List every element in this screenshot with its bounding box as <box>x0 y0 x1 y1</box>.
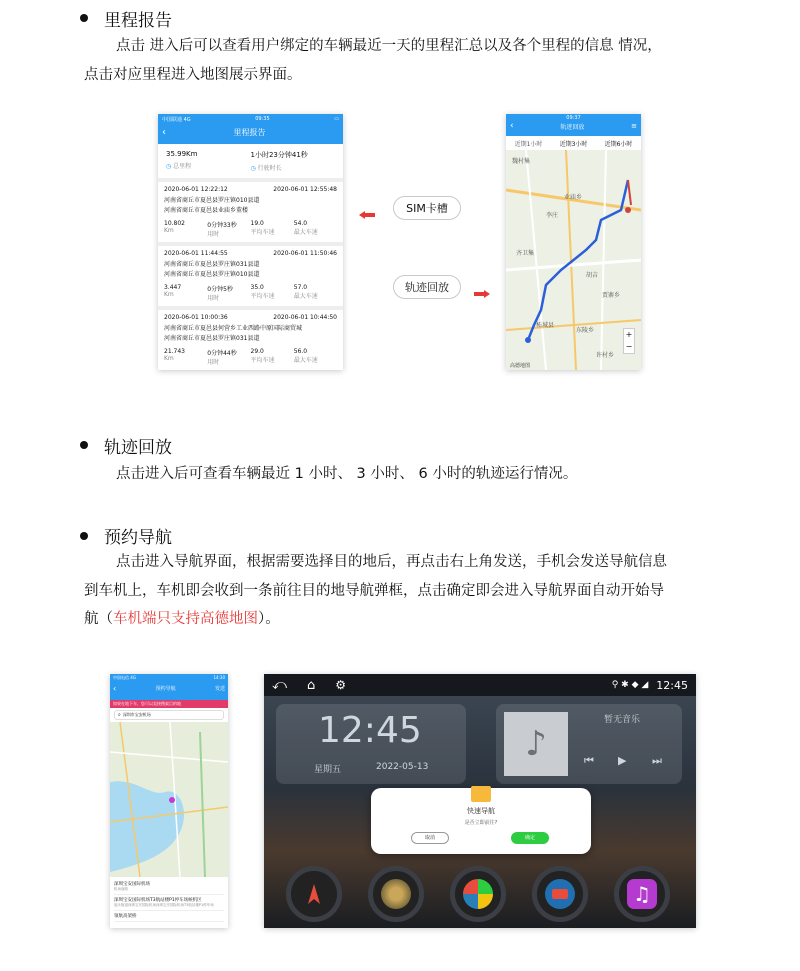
app-music-player[interactable] <box>368 866 424 922</box>
search-icon: ⌕ <box>118 712 121 718</box>
map-label: 业庙乡 <box>564 194 583 201</box>
trip-start-time: 2020-06-01 12:22:12 <box>164 186 228 193</box>
battery-icon: ▭ <box>334 116 339 122</box>
tab-3h[interactable]: 近期3小时 <box>559 140 588 148</box>
mileage-report-screenshot <box>158 114 343 370</box>
car-head-unit-screenshot <box>264 674 696 928</box>
send-button[interactable]: 发送 <box>214 686 225 692</box>
map[interactable] <box>506 150 641 370</box>
apps-icon <box>463 879 493 909</box>
map-label: 齐卫集 <box>516 250 535 257</box>
clock-icon: ◷ <box>250 165 256 172</box>
map-label: 许村乡 <box>596 352 615 359</box>
trip-duration-label: 用时 <box>207 231 220 238</box>
trip-duration-label: 用时 <box>207 295 220 302</box>
back-icon[interactable]: ‹ <box>113 684 117 693</box>
home-icon[interactable]: ⌂ <box>306 677 316 693</box>
trip-card[interactable] <box>158 310 343 370</box>
map-label: 东陵乡 <box>576 327 595 334</box>
status-time: 14:30 <box>213 675 225 680</box>
result-list <box>110 877 228 924</box>
zoom-out-button[interactable]: − <box>625 342 633 351</box>
trip-avg-speed: 35.0 <box>250 284 264 291</box>
music-note-icon: ♪ <box>525 724 547 764</box>
page-title: 预约导航 <box>155 686 176 692</box>
clock-widget[interactable] <box>276 704 466 784</box>
back-icon[interactable]: ⤺ <box>272 677 287 693</box>
bullet-icon <box>80 532 88 540</box>
page-title: 轨迹回放 <box>560 123 585 131</box>
trip-max-speed: 56.0 <box>293 348 308 355</box>
tab-6h[interactable]: 近期6小时 <box>604 140 633 148</box>
distance-icon: ◷ <box>166 163 172 170</box>
section-heading-nav: 预约导航 <box>104 528 172 548</box>
arrow-right-icon <box>474 283 490 291</box>
section-text: 点击进入导航界面，根据需要选择目的地后，再点击右上角发送，手机会发送导航信息 <box>116 554 667 570</box>
status-carrier: 中国联通 4G <box>162 117 191 123</box>
trip-start-time: 2020-06-01 11:44:55 <box>164 250 228 257</box>
section-heading-mileage: 里程报告 <box>104 11 172 31</box>
result-name: 领航高架桥 <box>114 914 137 919</box>
settings-icon[interactable]: ⚙ <box>335 678 346 692</box>
status-time: 09:37 <box>566 115 581 121</box>
trip-from: 河南省商丘市夏邑县罗庄镇010县道 <box>164 197 260 204</box>
highlight-text: 车机端只支持高德地图 <box>113 611 258 627</box>
search-input[interactable]: 深圳市宝安机场 <box>122 712 151 717</box>
result-item[interactable] <box>114 895 224 911</box>
trip-avg-speed: 29.0 <box>250 348 264 355</box>
result-address: 机场南路 <box>114 887 128 891</box>
page-title: 里程报告 <box>233 128 266 137</box>
trip-distance-unit: Km <box>164 355 174 362</box>
section-text: 点击进入后可查看车辆最近 1 小时、 3 小时、 6 小时的轨迹运行情况。 <box>116 466 578 482</box>
map-label: 贾寨乡 <box>602 292 621 299</box>
zoom-control <box>623 328 635 354</box>
section-heading-track: 轨迹回放 <box>104 438 172 458</box>
status-time: 09:35 <box>255 116 270 122</box>
map-logo: 高德地图 <box>510 363 531 369</box>
app-dock <box>264 858 696 928</box>
arrow-left-icon <box>359 204 375 212</box>
trip-end-time: 2020-06-01 11:50:46 <box>273 250 337 257</box>
summary-distance: 35.99Km <box>166 150 198 158</box>
app-music[interactable] <box>614 866 670 922</box>
summary-duration-label: 行驶时长 <box>257 165 282 172</box>
prev-button[interactable]: ⏮ <box>584 754 594 767</box>
trip-avg-speed-label: 平均车速 <box>250 293 275 300</box>
trip-to: 河南省商丘市夏邑县罗庄镇031县道 <box>164 335 260 342</box>
status-time: 12:45 <box>656 678 688 692</box>
dialog-title: 快速导航 <box>467 807 495 815</box>
trip-max-speed-label: 最大车速 <box>293 229 318 236</box>
play-button[interactable]: ▶ <box>618 754 627 767</box>
hint-banner: 如果在地下车，您可以直接搜索目的地 <box>110 700 228 708</box>
quick-nav-dialog <box>371 788 591 854</box>
trip-to: 河南省商丘市夏邑县罗庄镇010县道 <box>164 271 260 278</box>
truck-icon <box>545 879 575 909</box>
music-icon: ♫ <box>627 879 657 909</box>
trip-duration-label: 用时 <box>207 359 220 366</box>
bullet-icon <box>80 14 88 22</box>
trip-distance-unit: Km <box>164 227 174 234</box>
section-text <box>84 605 280 634</box>
section-text: 点击 进入后可以查看用户绑定的车辆最近一天的里程汇总以及各个里程的信息 情况， <box>116 38 662 54</box>
trip-max-speed-label: 最大车速 <box>293 357 318 364</box>
trip-from: 河南省商丘市夏邑县罗庄镇031县道 <box>164 261 260 268</box>
trip-distance-unit: Km <box>164 291 174 298</box>
result-address: 福永街道深圳宝安国际机场深圳宝安国际机场T3航站楼P1停车场 <box>114 903 214 907</box>
trip-list <box>158 182 343 370</box>
menu-icon[interactable]: ≡ <box>631 122 637 130</box>
trip-duration: 0分钟5秒 <box>207 286 233 293</box>
trip-card[interactable] <box>158 246 343 310</box>
trip-start-time: 2020-06-01 10:00:36 <box>164 314 228 321</box>
result-item[interactable] <box>114 879 224 895</box>
date: 2022-05-13 <box>376 762 429 772</box>
trip-avg-speed-label: 平均车速 <box>250 229 275 236</box>
signal-icons: ⚲ ✱ ◆ ◢ <box>611 680 649 690</box>
next-button[interactable]: ⏭ <box>652 754 662 767</box>
confirm-button[interactable]: 确定 <box>511 832 549 844</box>
trip-end-time: 2020-06-01 12:55:48 <box>273 186 337 193</box>
result-name: 深圳宝安国际机场 <box>114 882 150 887</box>
map[interactable] <box>110 722 228 877</box>
map-label: 柘城县 <box>536 322 555 329</box>
trip-max-speed: 54.0 <box>293 220 308 227</box>
text-fragment: 航（ <box>84 611 113 627</box>
clock-time: 12:45 <box>318 710 422 751</box>
back-icon[interactable]: ‹ <box>162 127 166 138</box>
trip-end-time: 2020-06-01 10:44:50 <box>273 314 337 321</box>
trip-avg-speed: 19.0 <box>250 220 264 227</box>
app-vehicle[interactable] <box>532 866 588 922</box>
music-widget[interactable] <box>496 704 682 784</box>
tab-1h[interactable]: 近期1小时 <box>514 140 543 148</box>
summary-duration: 1小时23分钟41秒 <box>250 151 308 159</box>
result-name: 深圳宝安国际机场T3航站楼P1停车场候机区 <box>114 898 202 903</box>
map-label: 胡吉 <box>586 272 599 279</box>
weekday: 星期五 <box>314 765 342 775</box>
result-item[interactable] <box>114 911 224 922</box>
trip-card[interactable] <box>158 182 343 246</box>
album-art <box>504 712 568 776</box>
callout-track: 轨迹回放 <box>393 275 461 299</box>
trip-distance: 10.802 <box>164 220 185 227</box>
track-playback-screenshot <box>506 114 641 370</box>
section-text: 到车机上，车机即会收到一条前往目的地导航弹框，点击确定即会进入导航界面自动开始导 <box>84 583 664 599</box>
zoom-in-button[interactable]: + <box>625 330 633 339</box>
text-fragment: ）。 <box>258 611 280 627</box>
map-label: 李庄 <box>546 212 559 219</box>
map-label: 魏村集 <box>512 158 531 165</box>
trip-max-speed-label: 最大车速 <box>293 293 318 300</box>
music-status: 暂无音乐 <box>604 715 641 725</box>
app-launcher[interactable] <box>450 866 506 922</box>
back-icon[interactable]: ‹ <box>510 121 514 131</box>
app-navigation[interactable] <box>286 866 342 922</box>
envelope-icon <box>471 786 491 802</box>
nav-phone-screenshot <box>110 674 228 928</box>
speaker-icon <box>381 879 411 909</box>
dialog-question: 是否立即前往? <box>464 820 498 826</box>
cancel-button[interactable]: 取消 <box>411 832 449 844</box>
trip-from: 河南省商丘市夏邑县何营乡工业西路中原国际商贸城 <box>164 325 303 332</box>
trip-to: 河南省商丘市夏邑县业庙乡董楼 <box>164 207 249 214</box>
trip-distance: 21.743 <box>164 348 185 355</box>
section-text: 点击对应里程进入地图展示界面。 <box>84 67 302 83</box>
trip-distance: 3.447 <box>164 284 182 291</box>
bullet-icon <box>80 441 88 449</box>
trip-avg-speed-label: 平均车速 <box>250 357 275 364</box>
callout-sim: SIM卡槽 <box>393 196 461 220</box>
trip-duration: 0分钟33秒 <box>207 222 237 229</box>
trip-duration: 0分钟44秒 <box>207 350 237 357</box>
compass-icon <box>302 882 326 906</box>
trip-max-speed: 57.0 <box>293 284 308 291</box>
summary-distance-label: 总里程 <box>173 163 192 170</box>
status-carrier: 中国电信 4G <box>113 675 136 680</box>
